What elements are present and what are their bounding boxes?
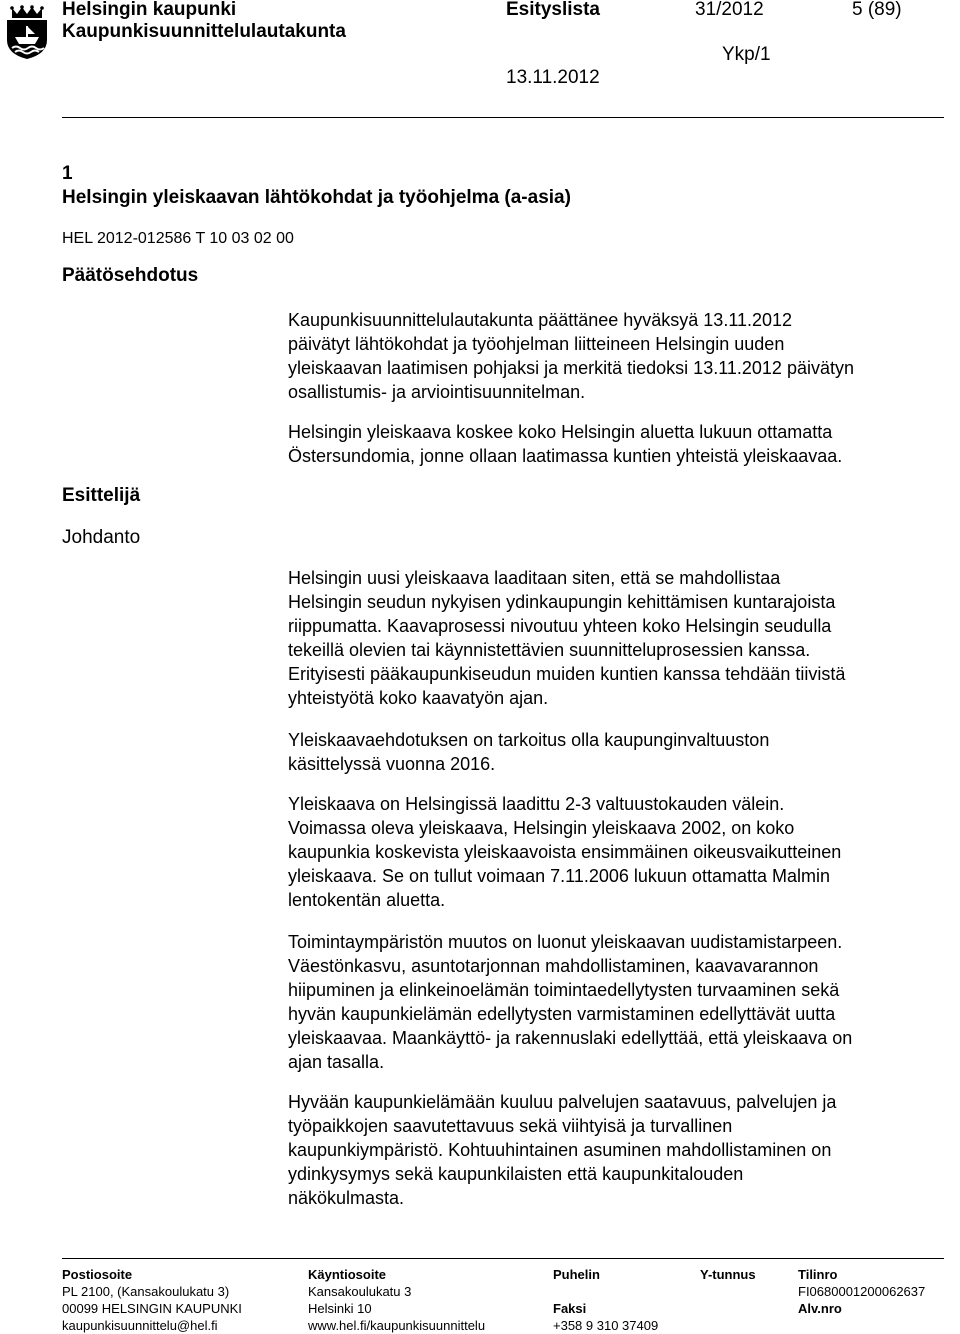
- footer-postal: [62, 1266, 242, 1334]
- item-reference: HEL 2012-012586 T 10 03 02 00: [62, 230, 294, 247]
- text-line: Helsingin seudun nykyisen ydinkaupungin kehittämisen kuntarajoista: [288, 592, 836, 612]
- proposal-label: Päätösehdotus: [62, 265, 199, 286]
- text-line: yleiskaavaa. Maankäyttö- ja rakennuslaki edellyttää, että yleiskaava on: [288, 1028, 853, 1048]
- text-line: työpaikkojen saavutettavuus sekä viihtyisä ja turvallinen: [288, 1116, 733, 1136]
- text-line: päivätyt lähtökohdat ja työohjelman liitteineen Helsingin uuden: [288, 334, 785, 354]
- text-line: hyvän kaupunkielämän edellytysten varmistaminen edellyttävät uutta: [288, 1004, 836, 1024]
- postal-label: Postiosoite: [62, 1267, 133, 1282]
- visit-label: Käyntiosoite: [308, 1267, 387, 1282]
- introduction-label: Johdanto: [62, 527, 141, 548]
- text-line: Väestönkasvu, asuntotarjonnan mahdollistaminen, kaavavarannon: [288, 956, 819, 976]
- meeting-date: 13.11.2012: [506, 67, 600, 88]
- account-number: FI0680001200062637: [798, 1284, 926, 1299]
- text-line: tekeillä olevien tai käynnistettävien suunnitteluprosessien kanssa.: [288, 640, 811, 660]
- footer-rule: [62, 1258, 944, 1259]
- text-line: yhteistyötä koko kaavatyön ajan.: [288, 688, 549, 708]
- text-line: yleiskaavan laatimisen pohjaksi ja merkitä tiedoksi 13.11.2012 päivätyn: [288, 358, 854, 378]
- text-line: ydinkysymys sekä kaupunkilaisten että kaupunkitalouden: [288, 1164, 744, 1184]
- body-paragraph: [288, 566, 948, 710]
- body-paragraph: [288, 792, 948, 912]
- footer-business-id: [700, 1266, 756, 1283]
- helsinki-crest-icon: [4, 4, 50, 60]
- footer-visit: [308, 1266, 485, 1334]
- text-line: Yleiskaava on Helsingissä laadittu 2-3 valtuustokauden välein.: [288, 794, 785, 814]
- business-id-label: Y-tunnus: [700, 1267, 756, 1282]
- item-number: 1: [62, 163, 73, 184]
- text-line: kaupunkiympäristö. Kohtuuhintainen asuminen mahdollistaminen on: [288, 1140, 832, 1160]
- text-line: kaupunkia koskevista yleiskaavoista ensimmäinen oikeusvaikutteinen: [288, 842, 842, 862]
- text-line: Voimassa oleva yleiskaava, Helsingin yleiskaava 2002, on koko: [288, 818, 795, 838]
- section-code: Ykp/1: [722, 44, 771, 65]
- text-line: lentokentän aluetta.: [288, 890, 446, 910]
- document-type: Esityslista: [506, 0, 600, 20]
- item-title: Helsingin yleiskaavan lähtökohdat ja työohjelma (a-asia): [62, 187, 571, 208]
- text-line: hiipuminen ja elinkeinoelämän toimintaedellytysten turvaaminen sekä: [288, 980, 840, 1000]
- text-line: Hyvään kaupunkielämään kuuluu palvelujen saatavuus, palvelujen ja: [288, 1092, 837, 1112]
- account-label: Tilinro: [798, 1267, 838, 1282]
- city-name: Helsingin kaupunki: [62, 0, 237, 20]
- presenter-label: Esittelijä: [62, 485, 141, 506]
- scope-text: [288, 420, 948, 468]
- text-line: Östersundomia, jonne ollaan laatimassa kuntien yhteistä yleiskaavaa.: [288, 446, 843, 466]
- text-line: yleiskaava. Se on tullut voimaan 7.11.2006 lukuun ottamatta Malmin: [288, 866, 830, 886]
- body-paragraph: [288, 1090, 948, 1210]
- board-name: Kaupunkisuunnittelulautakunta: [62, 21, 346, 42]
- text-line: osallistumis- ja arviointisuunnitelman.: [288, 382, 586, 402]
- visit-line: Kansakoulukatu 3: [308, 1284, 412, 1299]
- proposal-text: [288, 308, 948, 404]
- text-line: riippumatta. Kaavaprosessi nivoutuu yhteen koko Helsingin seudulla: [288, 616, 832, 636]
- text-line: Helsingin uusi yleiskaava laaditaan siten, että se mahdollistaa: [288, 568, 781, 588]
- text-line: Erityisesti pääkaupunkiseudun muiden kuntien kanssa tehdään tiivistä: [288, 664, 846, 684]
- vat-label: Alv.nro: [798, 1301, 842, 1316]
- footer-phone: [553, 1266, 658, 1334]
- header-rule: [62, 117, 944, 118]
- text-line: käsittelyssä vuonna 2016.: [288, 754, 496, 774]
- page-number: 5 (89): [852, 0, 902, 20]
- postal-line: 00099 HELSINGIN KAUPUNKI: [62, 1301, 242, 1316]
- text-line: näkökulmasta.: [288, 1188, 405, 1208]
- body-paragraph: [288, 930, 948, 1074]
- email-link[interactable]: kaupunkisuunnittelu@hel.fi: [62, 1318, 218, 1333]
- footer-account: [798, 1266, 925, 1317]
- text-line: ajan tasalla.: [288, 1052, 385, 1072]
- postal-line: PL 2100, (Kansakoulukatu 3): [62, 1284, 230, 1299]
- fax-number: +358 9 310 37409: [553, 1318, 659, 1333]
- body-paragraph: [288, 728, 948, 776]
- text-line: Kaupunkisuunnittelulautakunta päättänee hyväksyä 13.11.2012: [288, 310, 793, 330]
- phone-label: Puhelin: [553, 1267, 600, 1282]
- fax-label: Faksi: [553, 1301, 587, 1316]
- document-number: 31/2012: [695, 0, 764, 20]
- text-line: Toimintaympäristön muutos on luonut yleiskaavan uudistamistarpeen.: [288, 932, 843, 952]
- visit-line: Helsinki 10: [308, 1301, 372, 1316]
- website-link[interactable]: www.hel.fi/kaupunkisuunnittelu: [308, 1318, 486, 1333]
- text-line: Yleiskaavaehdotuksen on tarkoitus olla kaupunginvaltuuston: [288, 730, 770, 750]
- text-line: Helsingin yleiskaava koskee koko Helsingin aluetta lukuun ottamatta: [288, 422, 833, 442]
